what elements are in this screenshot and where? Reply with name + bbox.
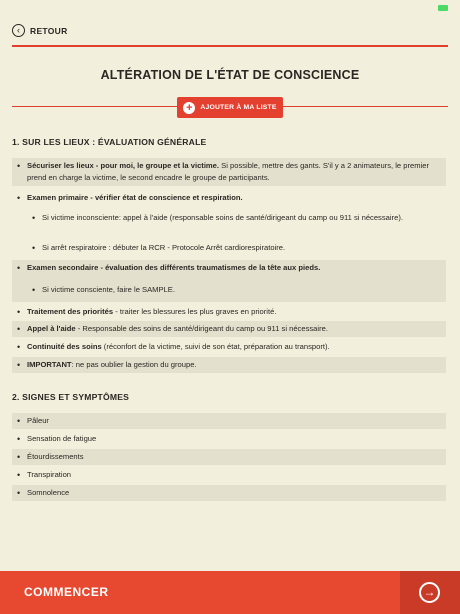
bullet-icon: •: [17, 263, 21, 273]
symptom-text: Transpiration: [27, 470, 72, 479]
list-item-bold: Examen secondaire - évaluation des différents traumatismes de la tête aux pieds.: [27, 263, 321, 272]
symptom-text: Somnolence: [27, 488, 70, 497]
start-label: COMMENCER: [24, 585, 109, 599]
list-item-text: (réconfort de la victime, suivi de son état, préparation au transport).: [101, 342, 330, 351]
symptom-item: [12, 431, 446, 447]
list-item-bold: Sécuriser les lieux - pour moi, le groupe et la victime.: [27, 161, 220, 170]
bullet-icon: •: [17, 434, 21, 444]
bullet-icon: •: [17, 342, 21, 352]
page-title: ALTÉRATION DE L'ÉTAT DE CONSCIENCE: [100, 68, 360, 82]
list-item: [12, 339, 446, 355]
arrow-right-icon: →: [419, 582, 440, 603]
section-title-symptoms: 2. SIGNES ET SYMPTÔMES: [12, 392, 130, 402]
bullet-icon: •: [17, 416, 21, 426]
bullet-icon: •: [17, 488, 21, 498]
symptom-text: Pâleur: [27, 416, 49, 425]
bullet-icon: •: [17, 307, 21, 317]
list-item: [12, 190, 446, 206]
list-item: [12, 357, 446, 373]
chevron-left-icon: ‹: [12, 24, 25, 37]
header-divider: [12, 45, 448, 47]
symptom-text: Sensation de fatigue: [27, 434, 97, 443]
list-item-text: Si victime consciente, faire le SAMPLE.: [42, 285, 175, 294]
bullet-icon: •: [17, 193, 21, 203]
bullet-icon: •: [17, 324, 21, 334]
list-subitem: [12, 210, 446, 226]
list-item-bold: Examen primaire - vérifier état de conscience et respiration.: [27, 193, 243, 202]
list-item-bold: Continuité des soins: [27, 342, 102, 351]
list-item-text: Si victime inconsciente: appel à l'aide (responsable soins de santé/dirigeant du camp ou 911 si nécessaire).: [42, 213, 403, 222]
list-item-text: Si arrêt respiratoire : débuter la RCR - Protocole Arrêt cardiorespiratoire.: [42, 243, 286, 252]
list-item-bold: Appel à l'aide: [27, 324, 76, 333]
bottom-bar: [0, 571, 460, 614]
bullet-icon: •: [32, 213, 36, 223]
symptom-item: [12, 449, 446, 465]
plus-icon: +: [183, 102, 195, 114]
list-subitem: [12, 240, 446, 256]
section-title-evaluation: 1. SUR LES LIEUX : ÉVALUATION GÉNÉRALE: [12, 137, 207, 147]
header: [0, 0, 460, 46]
bullet-icon: •: [32, 285, 36, 295]
list-item-bold: IMPORTANT: [27, 360, 72, 369]
start-arrow-button[interactable]: [400, 571, 460, 614]
add-to-list-label: AJOUTER À MA LISTE: [200, 104, 277, 111]
start-button[interactable]: [0, 571, 400, 614]
list-item-text: - traiter les blessures les plus graves en priorité.: [113, 307, 277, 316]
symptom-item: [12, 467, 446, 483]
list-item: [12, 158, 446, 186]
back-button[interactable]: [12, 24, 68, 37]
symptom-item: [12, 413, 446, 429]
list-item: [12, 304, 446, 320]
list-item-text: - Responsable des soins de santé/dirigeant du camp ou 911 si nécessaire.: [75, 324, 328, 333]
symptom-text: Étourdissements: [27, 452, 84, 461]
list-item-text: Si possible, mettre des gants. S'il y a 2 animateurs, le premier prend en charge la victime, le second encadre le groupe de participants.: [27, 161, 429, 182]
back-label: RETOUR: [30, 25, 68, 36]
bullet-icon: •: [17, 452, 21, 462]
list-subitem: [12, 282, 446, 298]
bullet-icon: •: [17, 470, 21, 480]
list-item-text: : ne pas oublier la gestion du groupe.: [71, 360, 197, 369]
bullet-icon: •: [17, 161, 21, 171]
add-to-list-button[interactable]: [177, 97, 283, 118]
bullet-icon: •: [17, 360, 21, 370]
bullet-icon: •: [32, 243, 36, 253]
list-item-bold: Traitement des priorités: [27, 307, 114, 316]
list-item: [12, 321, 446, 337]
symptom-item: [12, 485, 446, 501]
